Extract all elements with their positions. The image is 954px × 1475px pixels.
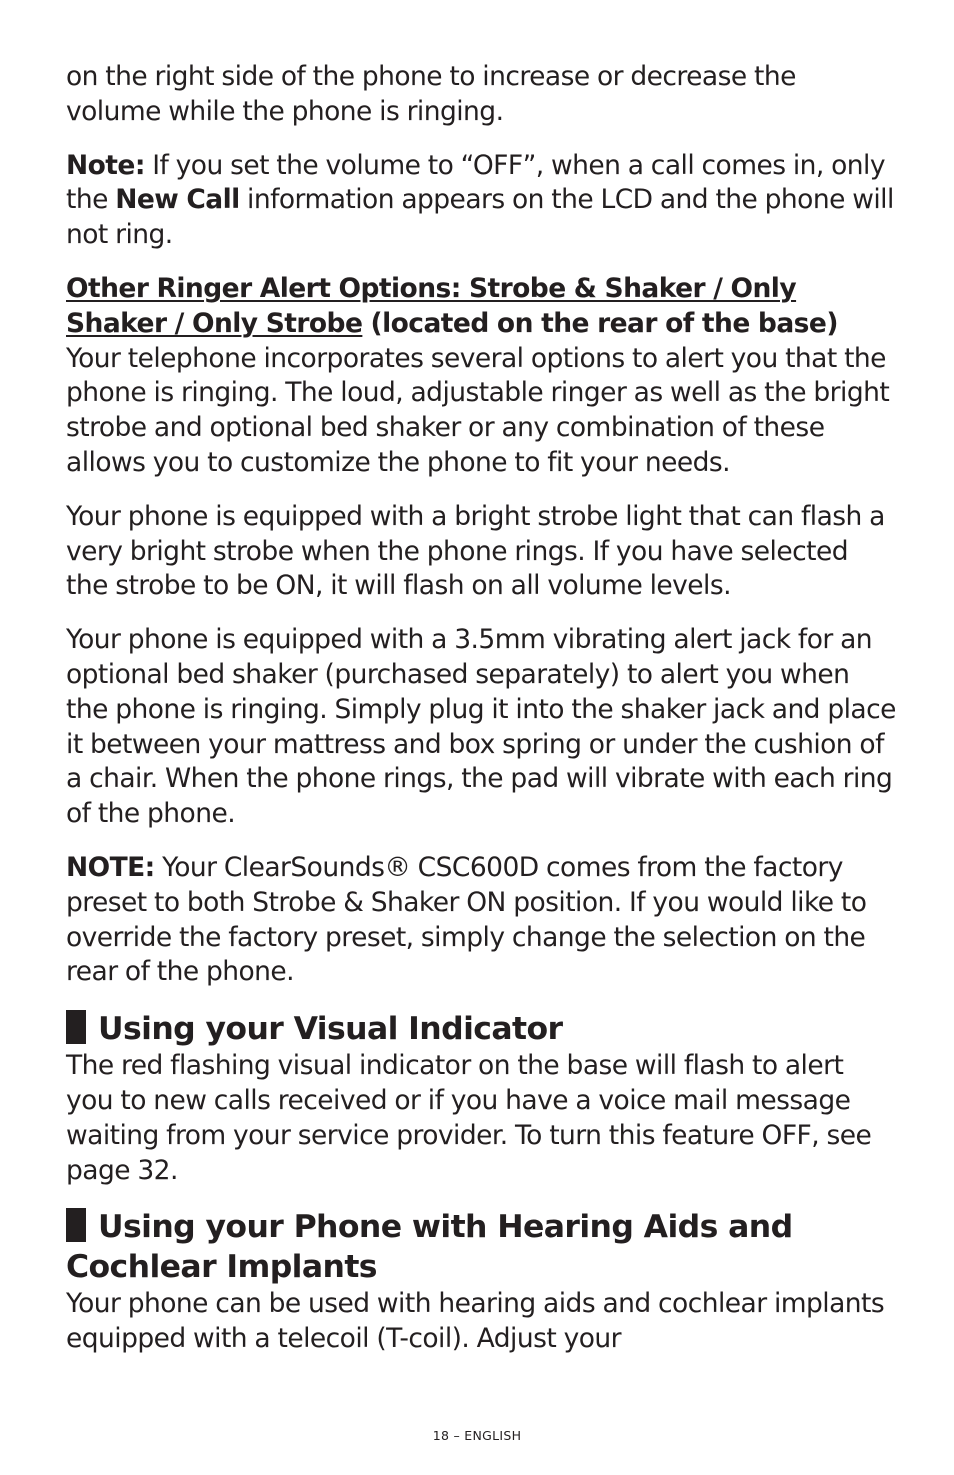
- note-text: Your ClearSounds® CSC600D comes from the factory preset to both Strobe & Shaker ON position. If you would like to override the factory preset, simply change the selection on the rear of the phone.: [66, 851, 867, 988]
- visual-indicator-heading: [66, 1009, 896, 1049]
- hearing-aids-heading: [66, 1207, 896, 1287]
- hearing-aids-body: Your phone can be used with hearing aids and cochlear implants equipped with a telecoil (T-coil). Adjust your: [66, 1288, 885, 1355]
- hearing-aids-heading-text: Using your Phone with Hearing Aids and Cochlear Implants: [66, 1209, 793, 1286]
- hearing-aids-section: [66, 1207, 896, 1357]
- visual-indicator-heading-text: Using your Visual Indicator: [98, 1011, 563, 1048]
- manual-page: [66, 60, 896, 1376]
- note-label: NOTE:: [66, 851, 155, 883]
- note-text-b: information appears on the LCD and the phone will not ring.: [66, 184, 894, 251]
- shaker-paragraph: Your phone is equipped with a 3.5mm vibrating alert jack for an optional bed shaker (purchased separately) to alert you when the phone is ringing. Simply plug it into the shaker jack and place it between your mattress and box spring or under the cushion of a chair. When the phone rings, the pad will vibrate with each ring of the phone.: [66, 624, 896, 830]
- ringer-options-heading-underlined: Other Ringer Alert Options: Strobe & Shaker / Only Shaker / Only Strobe: [66, 272, 797, 339]
- factory-preset-note: [66, 851, 896, 990]
- strobe-paragraph: Your phone is equipped with a bright strobe light that can flash a very bright strobe when the phone rings. If you have selected the strobe to be ON, it will flash on all volume levels.: [66, 500, 885, 602]
- ringer-options-body: Your telephone incorporates several options to alert you that the phone is ringing. The loud, adjustable ringer as well as the bright strobe and optional bed shaker or any combination of these allows you to customize the phone to fit your needs.: [66, 342, 890, 478]
- visual-indicator-body: The red flashing visual indicator on the base will flash to alert you to new calls received or if you have a voice mail message waiting from your service provider. To turn this feature OFF, see page 32.: [66, 1050, 872, 1186]
- section-bar-icon: [66, 1208, 86, 1242]
- intro-paragraph: on the right side of the phone to increase or decrease the volume while the phone is ringing.: [66, 61, 796, 127]
- volume-off-note: [66, 149, 896, 253]
- page-footer: 18 – ENGLISH: [432, 1428, 522, 1443]
- ringer-options-heading-rest: (located on the rear of the base): [362, 307, 838, 339]
- visual-indicator-section: [66, 1009, 896, 1188]
- note-text-a: If you set the volume to “OFF”, when a call comes in, only the: [66, 149, 885, 216]
- ringer-options-heading: [66, 272, 896, 342]
- new-call-term: New Call: [115, 184, 240, 216]
- section-bar-icon: [66, 1010, 86, 1044]
- ringer-options-section: [66, 272, 896, 481]
- note-label: Note:: [66, 149, 145, 181]
